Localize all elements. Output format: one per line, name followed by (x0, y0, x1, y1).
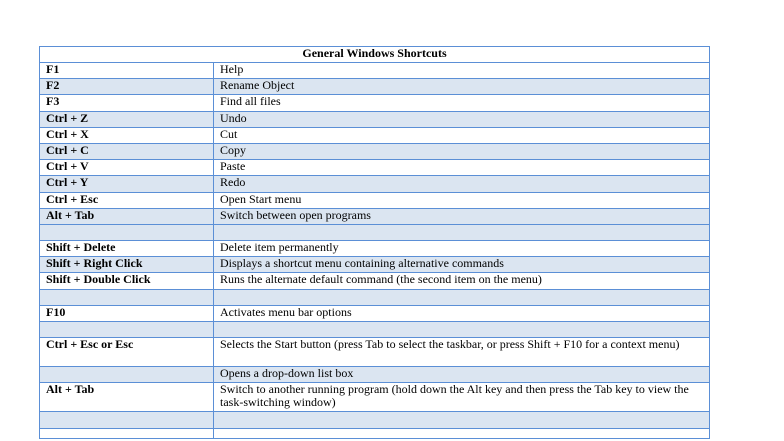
table-title-row (40, 47, 710, 63)
shortcut-key: Ctrl + Esc (40, 192, 214, 208)
shortcut-key: Ctrl + Y (40, 176, 214, 192)
table-row (40, 305, 710, 321)
shortcut-key: Ctrl + V (40, 160, 214, 176)
shortcut-key: F1 (40, 63, 214, 79)
blank-cell (40, 428, 214, 438)
table-row (40, 143, 710, 159)
shortcut-description: Selects the Start button (press Tab to select the taskbar, or press Shift + F10 for a context menu) (214, 338, 710, 367)
blank-cell (40, 224, 214, 240)
blank-cell (40, 289, 214, 305)
blank-row (40, 289, 710, 305)
blank-cell (40, 412, 214, 428)
table-title: General Windows Shortcuts (40, 47, 710, 63)
shortcut-description: Runs the alternate default command (the second item on the menu) (214, 273, 710, 289)
table-row (40, 95, 710, 111)
shortcuts-table (39, 46, 710, 439)
blank-row (40, 412, 710, 428)
table-row (40, 367, 710, 383)
shortcut-description: Switch to another running program (hold down the Alt key and then press the Tab key to view the task-switching window) (214, 383, 710, 412)
shortcut-description: Copy (214, 143, 710, 159)
shortcut-description: Redo (214, 176, 710, 192)
table-row (40, 192, 710, 208)
shortcut-key: Alt + Tab (40, 208, 214, 224)
shortcut-description: Opens a drop-down list box (214, 367, 710, 383)
table-row (40, 273, 710, 289)
shortcut-key: F10 (40, 305, 214, 321)
table-row (40, 127, 710, 143)
table-row (40, 79, 710, 95)
shortcut-key: Shift + Double Click (40, 273, 214, 289)
blank-cell (214, 289, 710, 305)
blank-cell (214, 412, 710, 428)
shortcut-description: Switch between open programs (214, 208, 710, 224)
blank-cell (214, 224, 710, 240)
table-row (40, 176, 710, 192)
shortcut-description: Delete item permanently (214, 241, 710, 257)
table-row (40, 383, 710, 412)
shortcut-description: Help (214, 63, 710, 79)
shortcut-key: Ctrl + Z (40, 111, 214, 127)
blank-cell (214, 428, 710, 438)
blank-row (40, 322, 710, 338)
table-row (40, 338, 710, 367)
blank-cell (40, 322, 214, 338)
shortcut-description: Cut (214, 127, 710, 143)
shortcut-description: Paste (214, 160, 710, 176)
shortcut-key: Alt + Tab (40, 383, 214, 412)
shortcut-key: Ctrl + X (40, 127, 214, 143)
table-row (40, 208, 710, 224)
table-row (40, 241, 710, 257)
blank-cell (214, 322, 710, 338)
shortcut-key (40, 367, 214, 383)
blank-row (40, 428, 710, 438)
shortcut-description: Displays a shortcut menu containing alternative commands (214, 257, 710, 273)
shortcut-key: Shift + Right Click (40, 257, 214, 273)
shortcut-description: Activates menu bar options (214, 305, 710, 321)
shortcut-key: Shift + Delete (40, 241, 214, 257)
blank-row (40, 224, 710, 240)
table-row (40, 257, 710, 273)
shortcut-key: Ctrl + Esc or Esc (40, 338, 214, 367)
table-row (40, 111, 710, 127)
shortcut-key: F3 (40, 95, 214, 111)
shortcut-key: Ctrl + C (40, 143, 214, 159)
shortcut-description: Find all files (214, 95, 710, 111)
shortcut-description: Rename Object (214, 79, 710, 95)
shortcut-key: F2 (40, 79, 214, 95)
shortcut-description: Open Start menu (214, 192, 710, 208)
table-row (40, 160, 710, 176)
shortcut-description: Undo (214, 111, 710, 127)
table-row (40, 63, 710, 79)
